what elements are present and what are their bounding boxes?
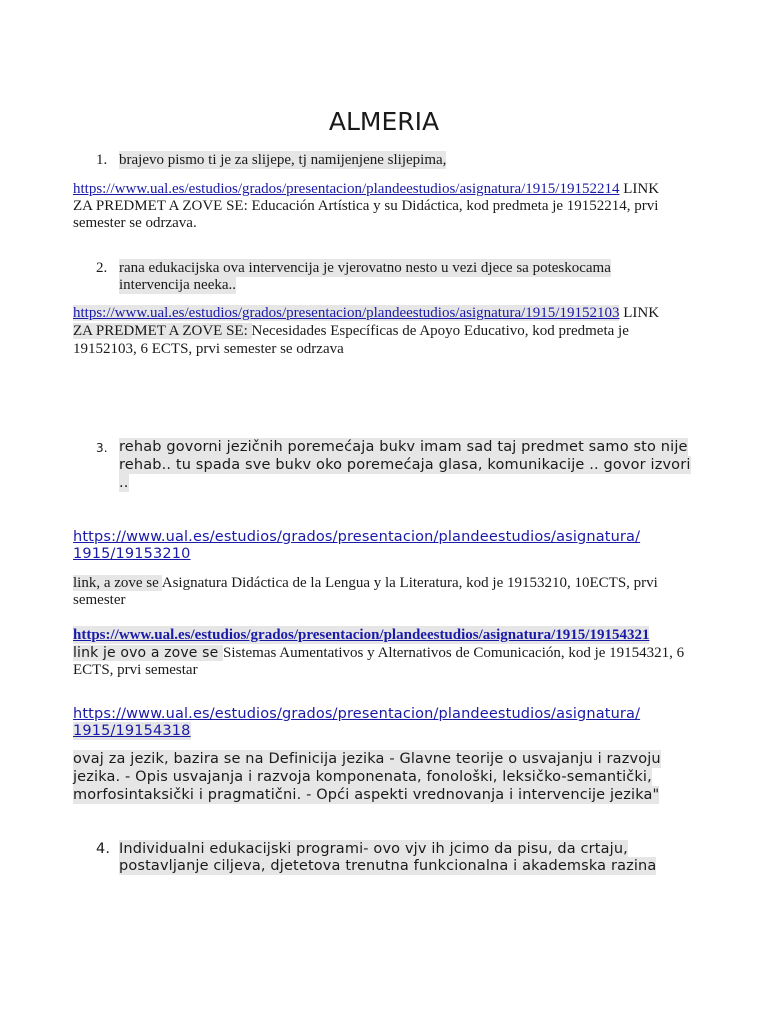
- list-item-text: ..: [119, 475, 129, 491]
- course-link[interactable]: https://www.ual.es/estudios/grados/presentacion/plandeestudios/asignatura/: [73, 529, 641, 545]
- paragraph-line: 19152103, 6 ECTS, prvi semester se odrzava: [73, 341, 344, 357]
- highlighted-text: link je ovo a zove se: [73, 645, 223, 661]
- highlighted-text: link, a zove se: [73, 575, 162, 591]
- description-line: jezika. - Opis usvajanja i razvoja komponenata, fonološki, leksičko-semantički,: [73, 769, 652, 785]
- course-link-continued[interactable]: 1915/19153210: [73, 546, 191, 562]
- list-item-text: intervencija neeka..: [119, 277, 237, 293]
- document-title: ALMERIA: [328, 107, 440, 136]
- list-item-text: brajevo pismo ti je za slijepe, tj namijenjene slijepima,: [119, 152, 447, 168]
- list-item-text: rehab.. tu spada sve bukv oko poremećaja glasa, komunikacije .. govor izvori: [119, 457, 691, 473]
- list-number: 1.: [96, 152, 108, 168]
- list-item-text: rehab govorni jezičnih poremećaja bukv imam sad taj predmet samo sto nije: [119, 439, 688, 455]
- list-item-text: postavljanje ciljeva, djetetova trenutna funkcionalna i akademska razina: [119, 858, 657, 874]
- course-link[interactable]: https://www.ual.es/estudios/grados/presentacion/plandeestudios/asignatura/: [73, 706, 641, 722]
- list-item-text: rana edukacijska ova intervencija je vjerovatno nesto u vezi djece sa poteskocama: [119, 260, 611, 276]
- list-number: 2.: [96, 260, 108, 276]
- course-link[interactable]: https://www.ual.es/estudios/grados/presentacion/plandeestudios/asignatura/1915/19154321: [73, 627, 650, 643]
- highlighted-text: ZA PREDMET A ZOVE SE:: [73, 323, 252, 339]
- paragraph-line: semester: [73, 592, 126, 608]
- paragraph-line: semester se odrzava.: [73, 215, 197, 231]
- paragraph-line: [73, 304, 659, 322]
- link-suffix: LINK: [619, 181, 660, 197]
- paragraph-line: ZA PREDMET A ZOVE SE: Educación Artística y su Didáctica, kod predmeta je 19152214, prvi: [73, 198, 659, 214]
- link-suffix: LINK: [619, 305, 660, 321]
- description-line: morfosintaksički i pragmatični. - Opći aspekti vrednovanja i intervencije jezika": [73, 787, 660, 803]
- course-link[interactable]: https://www.ual.es/estudios/grados/presentacion/plandeestudios/asignatura/1915/19152214: [73, 181, 620, 197]
- list-number: 3.: [96, 441, 108, 455]
- course-link-continued[interactable]: 1915/19154318: [73, 723, 191, 739]
- paragraph-line: [73, 574, 658, 592]
- description-line: ovaj za jezik, bazira se na Definicija jezika - Glavne teorije o usvajanju i razvoju: [73, 751, 661, 767]
- paragraph-line: [73, 180, 659, 198]
- text: Asignatura Didáctica de la Lengua y la Literatura, kod je 19153210, 10ECTS, prvi: [161, 575, 658, 591]
- course-link[interactable]: https://www.ual.es/estudios/grados/presentacion/plandeestudios/asignatura/1915/19152103: [73, 305, 620, 321]
- list-item-text: Individualni edukacijski programi- ovo vjv ih jcimo da pisu, da crtaju,: [119, 841, 628, 857]
- list-number: 4.: [96, 841, 111, 857]
- text: Sistemas Aumentativos y Alternativos de Comunicación, kod je 19154321, 6: [222, 645, 685, 661]
- paragraph-line: [73, 322, 629, 340]
- paragraph-line: ECTS, prvi semestar: [73, 662, 198, 678]
- text: Necesidades Específicas de Apoyo Educativo, kod predmeta je: [251, 323, 629, 339]
- paragraph-line: [73, 644, 684, 662]
